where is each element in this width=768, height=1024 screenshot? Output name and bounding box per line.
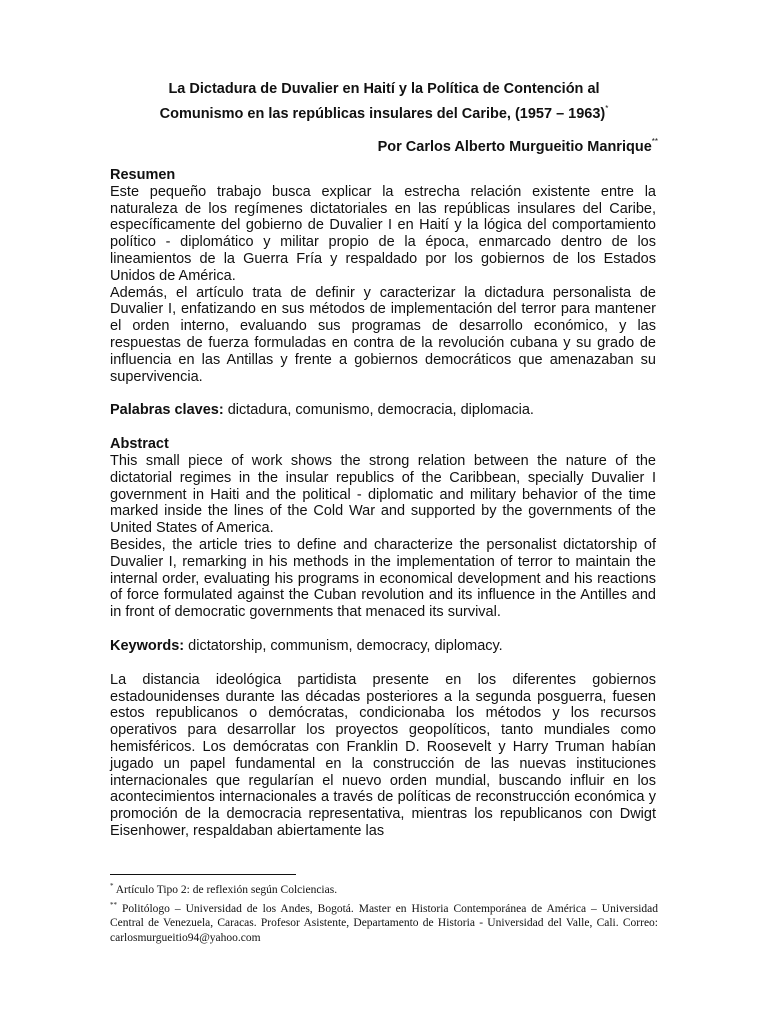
footnote-2-text: Politólogo – Universidad de los Andes, Bogotá. Master en Historia Contemporánea de América – Universidad Central de Venezuela, Caracas. Profesor Asistente, Departamento de Historia - Universidad del Valle, Cali. Correo: carlosmurgueitio94@yahoo.com bbox=[110, 902, 658, 944]
title-line-2 bbox=[100, 99, 668, 124]
resumen-paragraph-2: Además, el artículo trata de definir y caracterizar la dictadura personalista de Duvalier I, enfatizando en sus métodos de implementación del terror para mantener el orden interno, evaluando sus programas de desarrollo económico, y las respuestas de fuerza formuladas en contra de la revolución cubana y su grado de influencia en las Antillas y frente a gobiernos democráticos que amenazaban su supervivencia. bbox=[110, 284, 656, 385]
abstract-paragraph-2: Besides, the article tries to define and characterize the personalist dictatorship of Duvalier I, remarking in his methods in the implementation of terror to maintain the internal order, evaluating his programs in economical development and his reactions of force formulated against the Cuban revolution and its influence in the Antilles and in front of democratic governments that menaced its survival. bbox=[110, 536, 656, 621]
resumen-heading: Resumen bbox=[110, 167, 176, 183]
footnote-1 bbox=[110, 879, 658, 898]
abstract-paragraph-1: This small piece of work shows the strong relation between the nature of the dictatorial regimes in the insular republics of the Caribbean, specially Duvalier I government in Haiti and the political - diplomatic and military behavior of the time marked inside the lines of the Cold War and supported by the governments of the United States of America. bbox=[110, 452, 656, 537]
title-line-2-text: Comunismo en las repúblicas insulares del Caribe, (1957 – 1963) bbox=[159, 106, 606, 122]
keywords-label: Keywords: bbox=[110, 637, 185, 654]
footnote-1-text: Artículo Tipo 2: de reflexión según Colciencias. bbox=[113, 884, 338, 896]
palabras-claves bbox=[110, 402, 656, 419]
intro-paragraph: La distancia ideológica partidista presente en los diferentes gobiernos estadounidenses durante las décadas posteriores a la segunda posguerra, fuesen estos republicanos o demócratas, condicionaba los métodos y los recursos operativos para desarrollar los proyectos geopolíticos, tanto mundiales como hemisféricos. Los demócratas con Franklin D. Roosevelt y Harry Truman habían jugado un papel fundamental en la construcción de las nuevas instituciones internacionales que regularían el nuevo orden mundial, buscando influir en los acontecimientos internacionales a través de políticas de reconstrucción económica y promoción de la democracia representativa, mientras los republicanos con Dwigt Eisenhower, respaldaban abiertamente las bbox=[110, 671, 656, 839]
author-footnote-marker: ** bbox=[651, 137, 658, 146]
footnote-2-marker: ** bbox=[110, 900, 117, 909]
article-body bbox=[110, 167, 656, 840]
abstract-heading: Abstract bbox=[110, 436, 169, 453]
footnote-1-marker: * bbox=[110, 882, 114, 890]
palabras-claves-label: Palabras claves: bbox=[110, 402, 224, 419]
footnote-2 bbox=[110, 898, 658, 946]
author-name: Por Carlos Alberto Murgueitio Manrique bbox=[377, 139, 652, 155]
footnote-divider bbox=[110, 874, 296, 875]
palabras-claves-text: dictadura, comunismo, democracia, diplomacia. bbox=[223, 402, 534, 419]
article-title bbox=[100, 80, 668, 124]
title-line-1: La Dictadura de Duvalier en Haití y la Política de Contención al bbox=[168, 81, 600, 97]
footnotes bbox=[110, 879, 658, 945]
resumen-paragraph-1: Este pequeño trabajo busca explicar la estrecha relación existente entre la naturaleza de los regímenes dictatoriales en las repúblicas insulares del Caribe, específicamente del gobierno de Duvalier I en Haití y la lógica del comportamiento político - diplomático y militar propio de la época, enmarcado dentro de los lineamientos de la Guerra Fría y respaldado por los gobiernos de los Estados Unidos de América. bbox=[110, 183, 656, 284]
keywords bbox=[110, 638, 656, 655]
title-footnote-marker: * bbox=[605, 104, 609, 113]
keywords-text: dictatorship, communism, democracy, diplomacy. bbox=[184, 637, 503, 654]
author-line bbox=[378, 137, 658, 155]
